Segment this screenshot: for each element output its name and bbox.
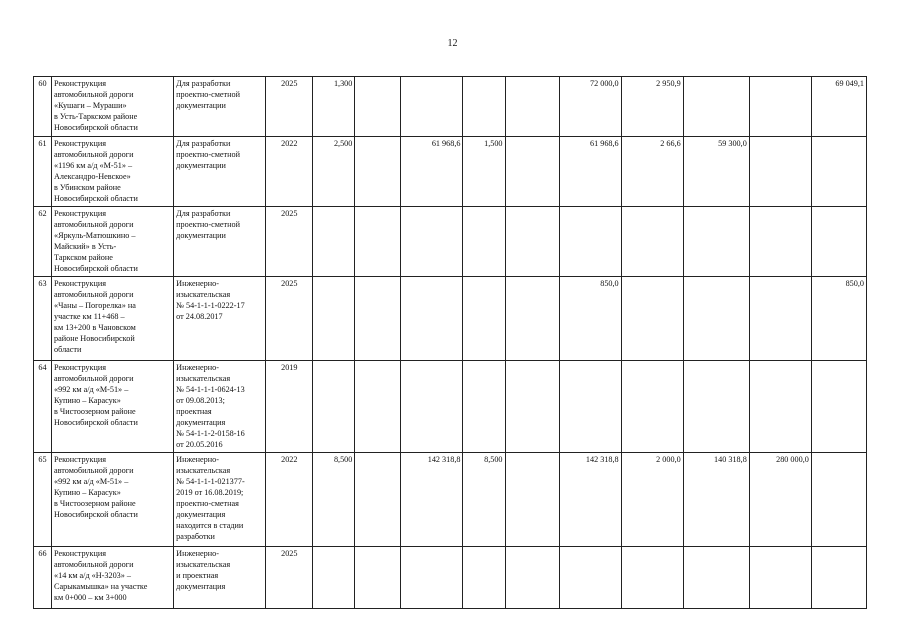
- cost-stage-1: [621, 207, 683, 277]
- row-number: 61: [34, 137, 52, 207]
- object-name: Реконструкция автомобильной дороги «Чаны – Погорелка» на участке км 11+468 – км 13+200 в Чановском районе Новосибирской области: [52, 277, 174, 361]
- documentation-basis: Инженерно- изыскательская № 54-1-1-1-021377- 2019 от 16.08.2019; проектно-сметная документация находится в стадии разработки: [174, 453, 266, 547]
- cost-stage-1: [621, 361, 683, 453]
- cost-total: [401, 77, 463, 137]
- cost-stage-4: [811, 207, 866, 277]
- object-name: Реконструкция автомобильной дороги «992 км а/д «М-51» – Купино – Карасук» в Чистоозерном районе Новосибирской области: [52, 361, 174, 453]
- object-name: Реконструкция автомобильной дороги «Кушаги – Мураши» в Усть-Таркском районе Новосибирской области: [52, 77, 174, 137]
- cost-stage-2: [683, 361, 749, 453]
- cost-stage-3: [749, 77, 811, 137]
- length-km-2: [463, 547, 505, 609]
- cost-stage-4: [811, 137, 866, 207]
- cost-stage-2: [683, 207, 749, 277]
- cost-stage-2: 140 318,8: [683, 453, 749, 547]
- cell-c5: [505, 277, 559, 361]
- row-number: 64: [34, 361, 52, 453]
- length-km-2: [463, 207, 505, 277]
- cost-stage-3: [749, 361, 811, 453]
- cost-stage-4: [811, 453, 866, 547]
- cost-total: [401, 277, 463, 361]
- length-km-2: [463, 361, 505, 453]
- object-name: Реконструкция автомобильной дороги «14 км а/д «Н-3203» – Сарыкамышка» на участке км 0+000 – км 3+000: [52, 547, 174, 609]
- length-km-2: 1,500: [463, 137, 505, 207]
- length-km-2: [463, 77, 505, 137]
- year: 2022: [266, 137, 313, 207]
- cell-c5: [505, 77, 559, 137]
- row-number: 66: [34, 547, 52, 609]
- documentation-basis: Инженерно- изыскательская № 54-1-1-1-0624-13 от 09.08.2013; проектная документация № 54-1-1-2-0158-16 от 20.05.2016: [174, 361, 266, 453]
- cost-stage-3: 280 000,0: [749, 453, 811, 547]
- cost-stage-1: 2 000,0: [621, 453, 683, 547]
- cost-stage-4: 69 049,1: [811, 77, 866, 137]
- cost-total: [401, 361, 463, 453]
- object-name: Реконструкция автомобильной дороги «992 км а/д «М-51» – Купино – Карасук» в Чистоозерном районе Новосибирской области: [52, 453, 174, 547]
- page-number: 12: [447, 38, 458, 49]
- cost-stage-2: [683, 547, 749, 609]
- cell-c5: [505, 207, 559, 277]
- cell-c2: [355, 547, 401, 609]
- cost-stage-2: 59 300,0: [683, 137, 749, 207]
- row-number: 60: [34, 77, 52, 137]
- cell-c5: [505, 547, 559, 609]
- cost-stage-4: [811, 547, 866, 609]
- cost-stage-1: [621, 547, 683, 609]
- documentation-basis: Инженерно- изыскательская и проектная документация: [174, 547, 266, 609]
- table-row: [34, 207, 867, 277]
- year: 2025: [266, 277, 313, 361]
- cost-stage-3: [749, 207, 811, 277]
- cost-stage-3: [749, 547, 811, 609]
- cost-total: 61 968,6: [401, 137, 463, 207]
- length-km-2: 8,500: [463, 453, 505, 547]
- estimated-cost: [559, 547, 621, 609]
- cost-stage-2: [683, 77, 749, 137]
- estimated-cost: 850,0: [559, 277, 621, 361]
- cost-stage-1: [621, 277, 683, 361]
- cell-c2: [355, 137, 401, 207]
- cost-stage-1: 2 66,6: [621, 137, 683, 207]
- estimated-cost: 72 000,0: [559, 77, 621, 137]
- cell-c2: [355, 453, 401, 547]
- cost-total: [401, 547, 463, 609]
- table-row: [34, 453, 867, 547]
- year: 2025: [266, 207, 313, 277]
- object-name: Реконструкция автомобильной дороги «1196 км а/д «М-51» – Александро-Невское» в Убинском районе Новосибирской области: [52, 137, 174, 207]
- cell-c2: [355, 277, 401, 361]
- year: 2025: [266, 77, 313, 137]
- year: 2022: [266, 453, 313, 547]
- cell-c2: [355, 361, 401, 453]
- cost-stage-1: 2 950,9: [621, 77, 683, 137]
- length-km: [313, 207, 355, 277]
- cost-stage-2: [683, 277, 749, 361]
- year: 2025: [266, 547, 313, 609]
- table-row: [34, 77, 867, 137]
- cost-total: 142 318,8: [401, 453, 463, 547]
- table-row: [34, 361, 867, 453]
- length-km: 2,500: [313, 137, 355, 207]
- year: 2019: [266, 361, 313, 453]
- length-km: [313, 361, 355, 453]
- estimated-cost: [559, 361, 621, 453]
- estimated-cost: 61 968,6: [559, 137, 621, 207]
- table-row: [34, 137, 867, 207]
- length-km: 1,300: [313, 77, 355, 137]
- row-number: 63: [34, 277, 52, 361]
- length-km: [313, 547, 355, 609]
- object-name: Реконструкция автомобильной дороги «Яркуль-Матюшкино – Майский» в Усть- Таркском районе Новосибирской области: [52, 207, 174, 277]
- cell-c5: [505, 361, 559, 453]
- documentation-basis: Для разработки проектно-сметной документации: [174, 137, 266, 207]
- cost-stage-3: [749, 137, 811, 207]
- length-km-2: [463, 277, 505, 361]
- cost-total: [401, 207, 463, 277]
- row-number: 65: [34, 453, 52, 547]
- cost-stage-4: 850,0: [811, 277, 866, 361]
- cell-c2: [355, 207, 401, 277]
- documentation-basis: Для разработки проектно-сметной документации: [174, 207, 266, 277]
- cost-stage-4: [811, 361, 866, 453]
- row-number: 62: [34, 207, 52, 277]
- length-km: 8,500: [313, 453, 355, 547]
- table-row: [34, 277, 867, 361]
- length-km: [313, 277, 355, 361]
- cost-stage-3: [749, 277, 811, 361]
- cell-c5: [505, 137, 559, 207]
- cell-c2: [355, 77, 401, 137]
- estimated-cost: 142 318,8: [559, 453, 621, 547]
- documentation-basis: Для разработки проектно-сметной документации: [174, 77, 266, 137]
- roads-table: [33, 76, 867, 609]
- cell-c5: [505, 453, 559, 547]
- documentation-basis: Инженерно- изыскательская № 54-1-1-1-0222-17 от 24.08.2017: [174, 277, 266, 361]
- table-row: [34, 547, 867, 609]
- estimated-cost: [559, 207, 621, 277]
